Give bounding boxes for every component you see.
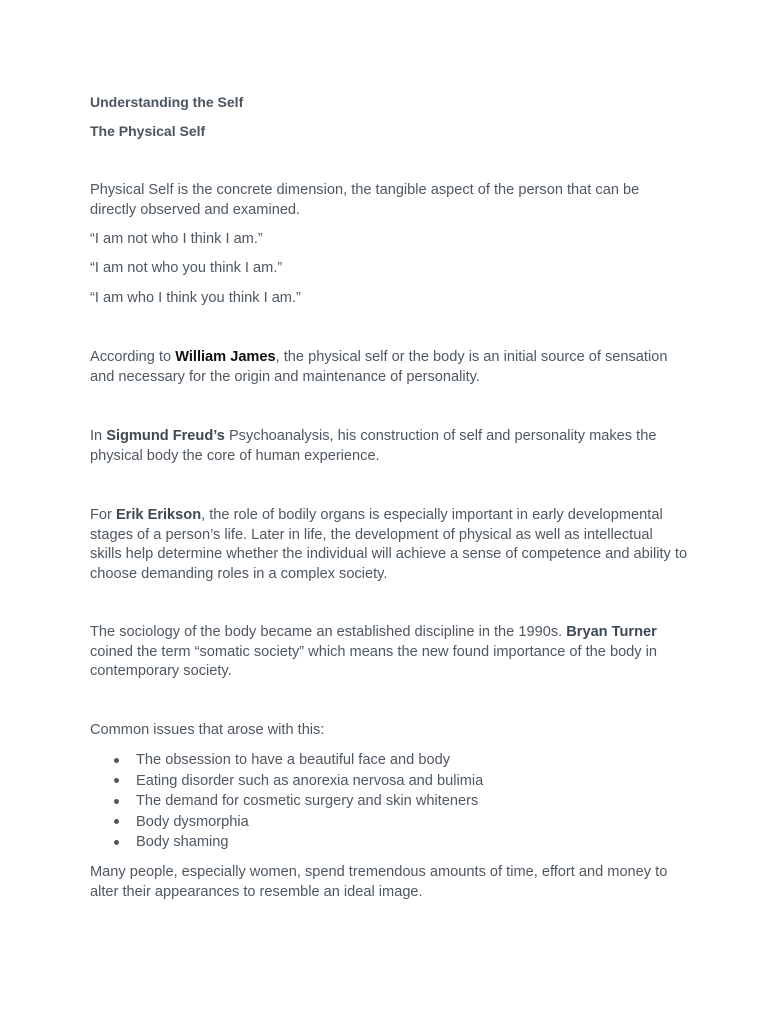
list-item: Eating disorder such as anorexia nervosa and bulimia: [90, 771, 483, 792]
list-item: Body shaming: [90, 832, 483, 853]
james-paragraph: [90, 348, 688, 387]
bullet-icon: [114, 819, 119, 824]
freud-pre: In: [90, 428, 107, 444]
closing-paragraph: Many people, especially women, spend tremendous amounts of time, effort and money to alter their appearances to resemble an ideal image.: [90, 864, 668, 900]
james-name: William James: [175, 349, 276, 365]
quote-1: “I am not who I think I am.”: [90, 231, 263, 247]
list-item: Body dysmorphia: [90, 812, 483, 833]
turner-name: Bryan Turner: [566, 624, 657, 640]
freud-post: Psychoanalysis, his construction of self and personality makes the physical body the core of human experience.: [90, 428, 657, 464]
list-item: The obsession to have a beautiful face and body: [90, 750, 483, 771]
turner-pre: The sociology of the body became an established discipline in the 1990s.: [90, 624, 567, 640]
turner-post: coined the term “somatic society” which means the new found importance of the body in contemporary society.: [90, 643, 658, 679]
erikson-pre: For: [90, 507, 116, 523]
turner-paragraph: [90, 623, 688, 682]
erikson-name: Erik Erikson: [115, 507, 202, 523]
quote-2: “I am not who you think I am.”: [90, 260, 283, 276]
bullet-icon: [114, 840, 119, 845]
bullet-icon: [114, 778, 119, 783]
list-item: The demand for cosmetic surgery and skin whiteners: [90, 791, 483, 812]
james-post: , the physical self or the body is an initial source of sensation and necessary for the origin and maintenance of personality.: [90, 349, 668, 385]
bullet-icon: [114, 799, 119, 804]
document-title: Understanding the Self: [90, 94, 244, 110]
issues-intro: Common issues that arose with this:: [90, 722, 325, 738]
freud-paragraph: [90, 427, 688, 466]
document-subtitle: The Physical Self: [90, 123, 206, 139]
bullet-icon: [114, 758, 119, 763]
issues-list: [90, 750, 483, 853]
james-pre: According to: [90, 349, 176, 365]
erikson-post: , the role of bodily organs is especially important in early developmental stages of a person’s life. Later in life, the development of physical as well as intellectual skills help determine whether the individual will achieve a sense of competence and ability to choose demanding roles in a complex society.: [90, 507, 688, 582]
freud-name: Sigmund Freud’s: [106, 428, 225, 444]
quote-3: “I am who I think you think I am.”: [90, 290, 301, 306]
intro-paragraph: Physical Self is the concrete dimension, the tangible aspect of the person that can be directly observed and examined.: [90, 182, 640, 218]
erikson-paragraph: [90, 506, 688, 584]
